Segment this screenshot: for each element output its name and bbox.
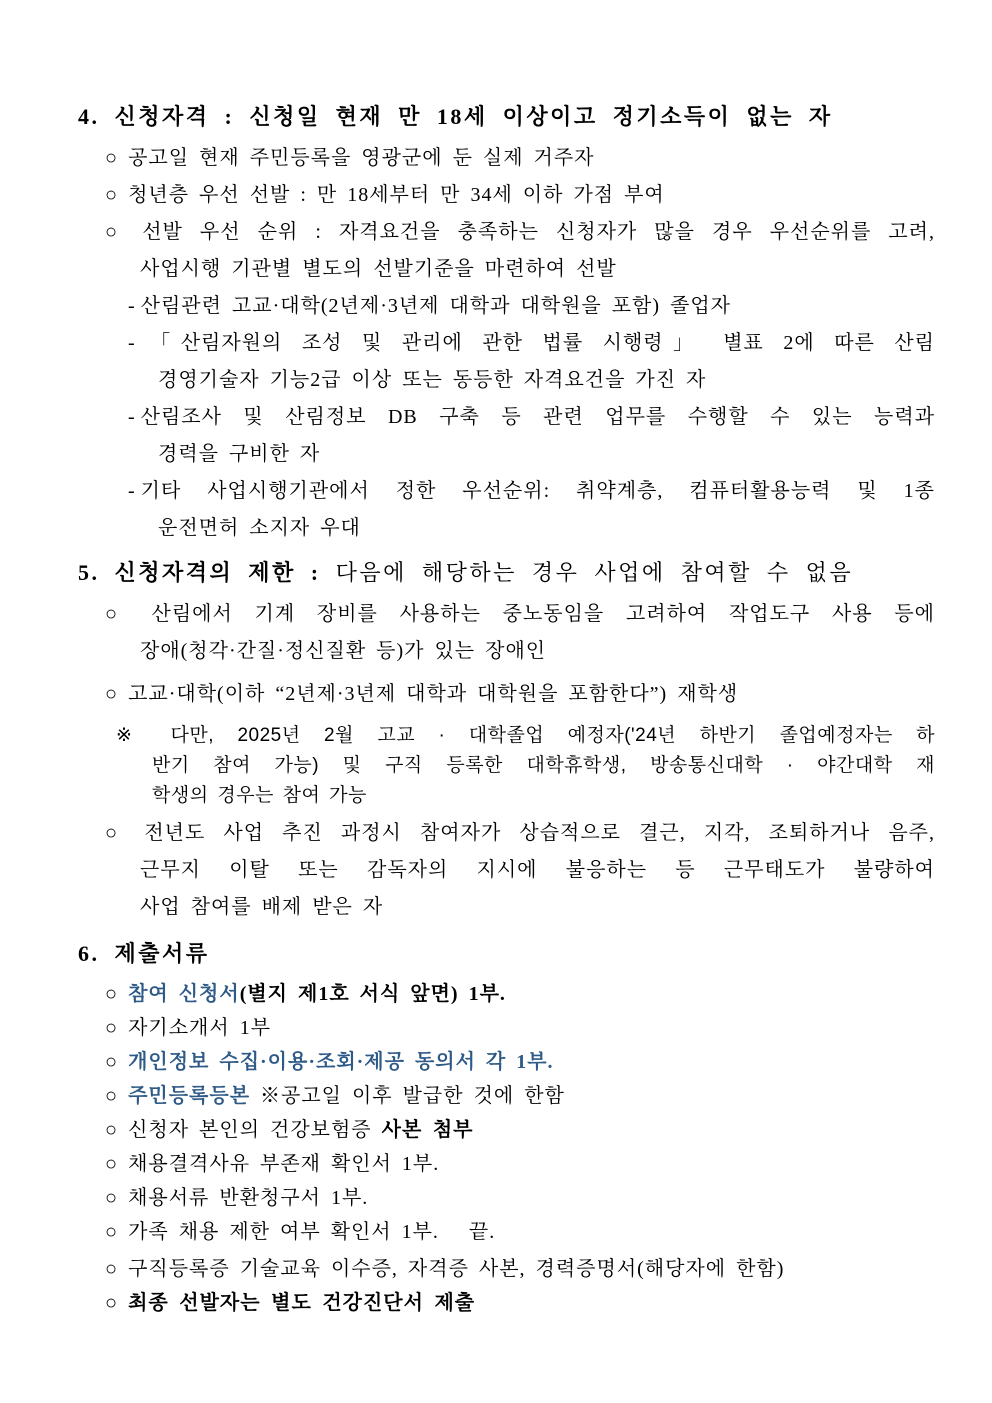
bullet-item — [0, 1147, 935, 1181]
dash-item — [0, 473, 935, 510]
bullet-marker: ○ — [105, 1258, 119, 1280]
note-item — [0, 721, 935, 751]
text-segment — [118, 983, 128, 1005]
bullet-marker: ○ — [105, 822, 127, 844]
text-segment: 장애(청각·간질·정신질환 등)가 있는 장애인 — [140, 640, 547, 662]
bullet-item — [0, 1011, 935, 1045]
bullet-marker: ○ — [105, 1085, 119, 1107]
text-segment: 사본 첨부 — [381, 1119, 474, 1141]
text-segment: 6. 제출서류 — [78, 941, 210, 966]
bullet-marker: ○ — [105, 221, 126, 243]
text-segment — [118, 1085, 128, 1107]
bullet-item — [0, 140, 935, 177]
dash-marker: - — [128, 406, 136, 428]
text-segment: 기타 사업시행기관에서 정한 우선순위: 취약계층, 컴퓨터활용능력 및 1종 — [140, 480, 935, 502]
bullet-marker: ○ — [105, 1119, 119, 1141]
continuation-line — [0, 751, 935, 781]
bullet-item — [0, 1215, 935, 1249]
bullet-item — [0, 1286, 935, 1320]
text-segment: 5. 신청자격의 제한 : — [78, 560, 336, 585]
bullet-item — [0, 1113, 935, 1147]
text-segment: 선발 우선 순위 : 자격요건을 충족하는 신청자가 많을 경우 우선순위를 고려, — [125, 221, 935, 243]
text-segment: 자기소개서 1부 — [118, 1017, 272, 1039]
bullet-marker: ○ — [105, 1153, 119, 1175]
bullet-marker: ○ — [105, 1017, 119, 1039]
text-segment: 주민등록등본 — [128, 1085, 251, 1107]
bullet-item — [0, 214, 935, 251]
section-heading — [0, 550, 935, 596]
text-segment — [118, 1051, 128, 1073]
text-segment: 반기 참여 가능) 및 구직 등록한 대학휴학생, 방송통신대학 · 야간대학 재 — [152, 755, 935, 776]
text-segment: 다만, 2025년 2월 고교 · 대학졸업 예정자('24년 하반기 졸업예정자는 하 — [147, 725, 935, 746]
continuation-line — [0, 781, 935, 811]
text-segment: 경영기술자 기능2급 이상 또는 동등한 자격요건을 가진 자 — [158, 369, 707, 391]
text-segment: 참여 신청서 — [128, 983, 240, 1005]
dash-marker: - — [128, 295, 136, 317]
continuation-line — [0, 510, 935, 547]
bullet-item — [0, 977, 935, 1011]
text-segment: 산림에서 기계 장비를 사용하는 중노동임을 고려하여 작업도구 사용 등에 — [129, 603, 935, 625]
bullet-marker: ○ — [105, 683, 119, 705]
text-segment: 가족 채용 제한 여부 확인서 1부. 끝. — [118, 1221, 496, 1243]
bullet-marker: ○ — [105, 1292, 119, 1314]
text-segment: 채용결격사유 부존재 확인서 1부. — [118, 1153, 440, 1175]
bullet-marker: ○ — [105, 603, 130, 625]
dash-marker: - — [128, 332, 136, 354]
dash-item — [0, 288, 935, 325]
note-marker: ※ — [116, 725, 148, 746]
text-segment: 전년도 사업 추진 과정시 참여자가 상습적으로 결근, 지각, 조퇴하거나 음주, — [126, 822, 935, 844]
continuation-line — [0, 633, 935, 670]
text-segment: (별지 제1호 서식 앞면) 1부. — [239, 983, 506, 1005]
continuation-line — [0, 436, 935, 473]
section-heading — [0, 931, 935, 977]
text-segment: 다음에 해당하는 경우 사업에 참여할 수 없음 — [335, 560, 854, 585]
continuation-line — [0, 889, 935, 926]
dash-marker: - — [128, 480, 136, 502]
text-segment: 운전면허 소지자 우대 — [158, 517, 361, 539]
continuation-line — [0, 251, 935, 288]
bullet-item — [0, 676, 935, 713]
text-segment: 최종 선발자는 별도 건강진단서 제출 — [128, 1292, 476, 1314]
text-segment: 「산림자원의 조성 및 관리에 관한 법률 시행령」 별표 2에 따른 산림 — [140, 332, 935, 354]
section-heading — [0, 94, 935, 140]
text-segment: 공고일 현재 주민등록을 영광군에 둔 실제 거주자 — [118, 147, 595, 169]
continuation-line — [0, 362, 935, 399]
text-segment: 신청자 본인의 건강보험증 — [118, 1119, 382, 1141]
text-segment: 고교·대학(이하 “2년제·3년제 대학과 대학원을 포함한다”) 재학생 — [118, 683, 739, 705]
text-segment: 경력을 구비한 자 — [158, 443, 321, 465]
text-segment: 산림조사 및 산림정보 DB 구축 등 관련 업무를 수행할 수 있는 능력과 — [140, 406, 935, 428]
bullet-marker: ○ — [105, 1221, 119, 1243]
text-segment: 산림관련 고교·대학(2년제·3년제 대학과 대학원을 포함) 졸업자 — [140, 295, 731, 317]
bullet-item — [0, 1045, 935, 1079]
continuation-line — [0, 852, 935, 889]
bullet-item — [0, 1079, 935, 1113]
text-segment: 개인정보 수집·이용·조회·제공 동의서 각 1부. — [128, 1051, 554, 1073]
bullet-item — [0, 1252, 935, 1286]
dash-item — [0, 399, 935, 436]
bullet-item — [0, 1181, 935, 1215]
bullet-item — [0, 596, 935, 633]
bullet-marker: ○ — [105, 1187, 119, 1209]
text-segment: 구직등록증 기술교육 이수증, 자격증 사본, 경력증명서(해당자에 한함) — [118, 1258, 785, 1280]
text-segment: ※공고일 이후 발급한 것에 한함 — [250, 1085, 565, 1107]
text-segment: 학생의 경우는 참여 가능 — [152, 785, 367, 806]
dash-item — [0, 325, 935, 362]
bullet-marker: ○ — [105, 184, 119, 206]
text-segment — [118, 1292, 128, 1314]
text-segment: 4. 신청자격 : 신청일 현재 만 18세 이상이고 정기소득이 없는 자 — [78, 104, 833, 129]
bullet-marker: ○ — [105, 147, 119, 169]
text-segment: 청년층 우선 선발 : 만 18세부터 만 34세 이하 가점 부여 — [118, 184, 665, 206]
text-segment: 채용서류 반환청구서 1부. — [118, 1187, 369, 1209]
text-segment: 근무지 이탈 또는 감독자의 지시에 불응하는 등 근무태도가 불량하여 — [140, 859, 935, 881]
text-segment: 사업 참여를 배제 받은 자 — [140, 896, 384, 918]
bullet-marker: ○ — [105, 1051, 119, 1073]
bullet-item — [0, 177, 935, 214]
bullet-marker: ○ — [105, 983, 119, 1005]
bullet-item — [0, 815, 935, 852]
text-segment: 사업시행 기관별 별도의 선발기준을 마련하여 선발 — [140, 258, 617, 280]
